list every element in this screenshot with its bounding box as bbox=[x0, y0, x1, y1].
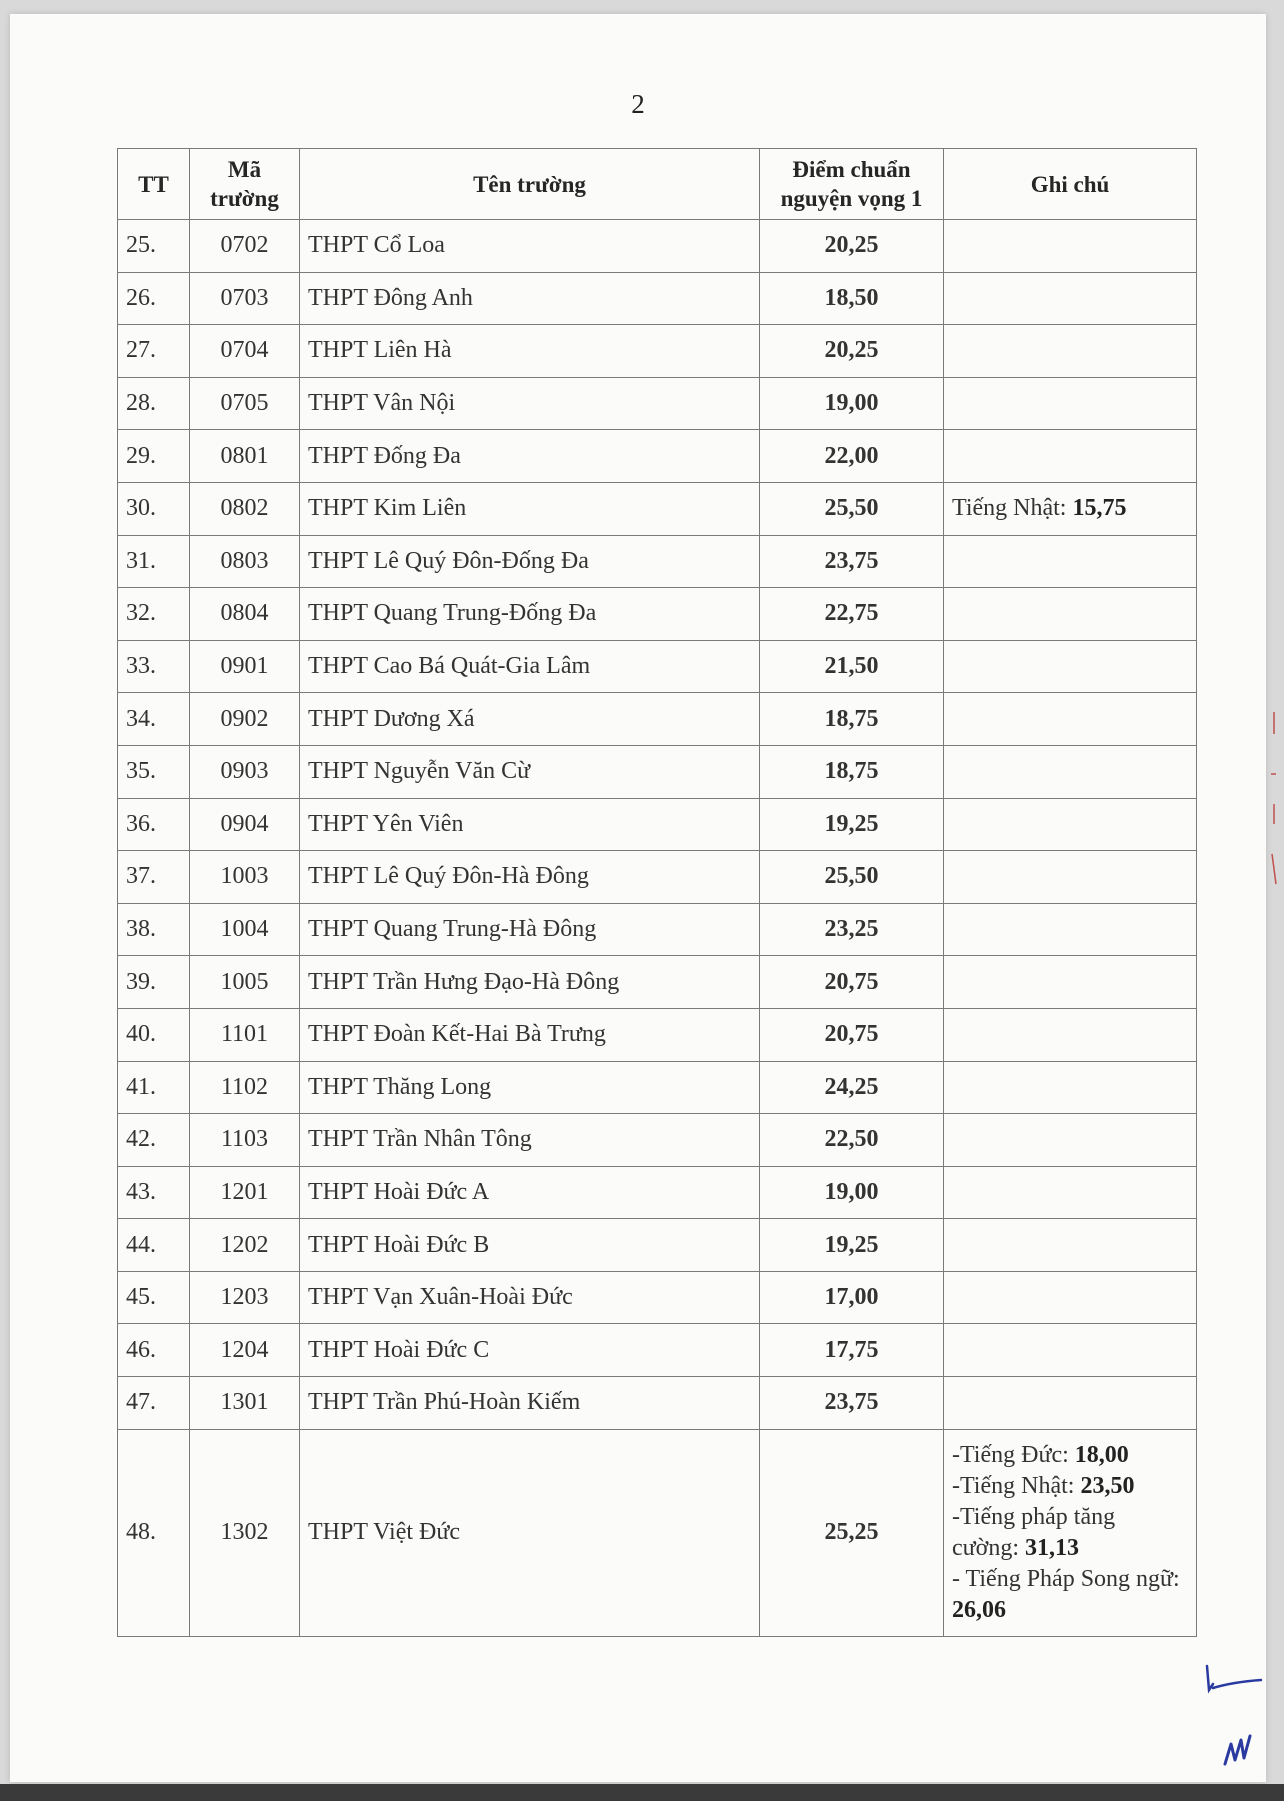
row-tt: 28. bbox=[118, 377, 190, 430]
row-score: 20,75 bbox=[760, 1008, 944, 1061]
row-note bbox=[944, 325, 1197, 378]
row-tt: 48. bbox=[118, 1429, 190, 1636]
row-tt: 45. bbox=[118, 1271, 190, 1324]
table-row bbox=[118, 956, 1197, 1009]
note-label: -Tiếng Nhật: bbox=[952, 1472, 1081, 1499]
row-tt: 25. bbox=[118, 220, 190, 273]
row-score: 23,25 bbox=[760, 903, 944, 956]
row-score: 19,25 bbox=[760, 798, 944, 851]
row-school-code: 0902 bbox=[190, 693, 300, 746]
row-score: 21,50 bbox=[760, 640, 944, 693]
row-score: 23,75 bbox=[760, 535, 944, 588]
row-tt: 29. bbox=[118, 430, 190, 483]
row-tt: 44. bbox=[118, 1219, 190, 1272]
row-note bbox=[944, 1429, 1197, 1636]
table-row bbox=[118, 220, 1197, 273]
row-tt: 34. bbox=[118, 693, 190, 746]
row-school-code: 1301 bbox=[190, 1377, 300, 1430]
row-score: 20,25 bbox=[760, 220, 944, 273]
row-score: 17,00 bbox=[760, 1271, 944, 1324]
row-school-code: 1204 bbox=[190, 1324, 300, 1377]
row-tt: 33. bbox=[118, 640, 190, 693]
row-note bbox=[944, 640, 1197, 693]
row-tt: 41. bbox=[118, 1061, 190, 1114]
row-school-code: 0704 bbox=[190, 325, 300, 378]
row-tt: 43. bbox=[118, 1166, 190, 1219]
table-row bbox=[118, 1271, 1197, 1324]
row-school-name: THPT Trần Phú-Hoàn Kiếm bbox=[300, 1377, 760, 1430]
row-school-name: THPT Nguyễn Văn Cừ bbox=[300, 745, 760, 798]
table-row bbox=[118, 588, 1197, 641]
scan-bottom-edge bbox=[0, 1784, 1284, 1801]
initials-signature-mark bbox=[1203, 1660, 1263, 1700]
note-value: 31,13 bbox=[1025, 1534, 1080, 1561]
row-score: 25,25 bbox=[760, 1429, 944, 1636]
row-note bbox=[944, 851, 1197, 904]
table-body bbox=[118, 220, 1197, 1637]
row-score: 23,75 bbox=[760, 1377, 944, 1430]
row-score: 22,00 bbox=[760, 430, 944, 483]
row-note bbox=[944, 1008, 1197, 1061]
row-note bbox=[944, 1061, 1197, 1114]
row-school-name: THPT Đống Đa bbox=[300, 430, 760, 483]
header-note: Ghi chú bbox=[944, 149, 1197, 220]
table-row bbox=[118, 798, 1197, 851]
row-school-name: THPT Kim Liên bbox=[300, 482, 760, 535]
row-score: 24,25 bbox=[760, 1061, 944, 1114]
row-school-name: THPT Trần Nhân Tông bbox=[300, 1114, 760, 1167]
row-school-code: 1203 bbox=[190, 1271, 300, 1324]
row-school-code: 1101 bbox=[190, 1008, 300, 1061]
table-row bbox=[118, 482, 1197, 535]
row-note bbox=[944, 588, 1197, 641]
table-row bbox=[118, 325, 1197, 378]
row-school-code: 0803 bbox=[190, 535, 300, 588]
row-note bbox=[944, 272, 1197, 325]
row-tt: 39. bbox=[118, 956, 190, 1009]
table-row bbox=[118, 430, 1197, 483]
note-value: 23,50 bbox=[1080, 1472, 1135, 1499]
page-number: 2 bbox=[631, 89, 645, 119]
row-score: 19,25 bbox=[760, 1219, 944, 1272]
row-note bbox=[944, 903, 1197, 956]
note-label: Tiếng Nhật: bbox=[952, 495, 1073, 522]
row-score: 18,50 bbox=[760, 272, 944, 325]
row-school-code: 1102 bbox=[190, 1061, 300, 1114]
row-score: 17,75 bbox=[760, 1324, 944, 1377]
row-school-name: THPT Lê Quý Đôn-Đống Đa bbox=[300, 535, 760, 588]
row-school-code: 0901 bbox=[190, 640, 300, 693]
second-signature-mark bbox=[1222, 1730, 1254, 1770]
row-school-name: THPT Hoài Đức C bbox=[300, 1324, 760, 1377]
row-score: 18,75 bbox=[760, 693, 944, 746]
row-note bbox=[944, 535, 1197, 588]
header-score-line2: nguyện vọng 1 bbox=[780, 186, 923, 211]
row-school-code: 0702 bbox=[190, 220, 300, 273]
row-school-name: THPT Quang Trung-Hà Đông bbox=[300, 903, 760, 956]
header-score bbox=[760, 149, 944, 220]
table-row bbox=[118, 745, 1197, 798]
row-school-code: 0903 bbox=[190, 745, 300, 798]
row-school-name: THPT Việt Đức bbox=[300, 1429, 760, 1636]
header-tt: TT bbox=[118, 149, 190, 220]
row-note bbox=[944, 1271, 1197, 1324]
note-value: 18,00 bbox=[1074, 1441, 1129, 1468]
row-school-code: 1202 bbox=[190, 1219, 300, 1272]
row-school-name: THPT Thăng Long bbox=[300, 1061, 760, 1114]
row-note bbox=[944, 798, 1197, 851]
row-tt: 38. bbox=[118, 903, 190, 956]
row-note bbox=[944, 745, 1197, 798]
table-row bbox=[118, 1166, 1197, 1219]
row-note bbox=[944, 1377, 1197, 1430]
note-line-2 bbox=[952, 1471, 1188, 1502]
table-row bbox=[118, 693, 1197, 746]
row-school-name: THPT Cao Bá Quát-Gia Lâm bbox=[300, 640, 760, 693]
row-note bbox=[944, 1219, 1197, 1272]
row-school-name: THPT Hoài Đức B bbox=[300, 1219, 760, 1272]
row-note bbox=[944, 377, 1197, 430]
row-note bbox=[944, 1324, 1197, 1377]
row-school-code: 1103 bbox=[190, 1114, 300, 1167]
row-tt: 35. bbox=[118, 745, 190, 798]
row-tt: 32. bbox=[118, 588, 190, 641]
document-page bbox=[10, 14, 1266, 1782]
table-row bbox=[118, 851, 1197, 904]
row-note bbox=[944, 956, 1197, 1009]
row-school-code: 0703 bbox=[190, 272, 300, 325]
row-score: 18,75 bbox=[760, 745, 944, 798]
row-tt: 37. bbox=[118, 851, 190, 904]
row-school-name: THPT Vạn Xuân-Hoài Đức bbox=[300, 1271, 760, 1324]
row-score: 20,75 bbox=[760, 956, 944, 1009]
row-school-name: THPT Dương Xá bbox=[300, 693, 760, 746]
row-school-code: 1201 bbox=[190, 1166, 300, 1219]
row-score: 22,75 bbox=[760, 588, 944, 641]
row-school-code: 1302 bbox=[190, 1429, 300, 1636]
edge-stamp-marks bbox=[1268, 704, 1278, 904]
row-school-code: 0705 bbox=[190, 377, 300, 430]
table-row bbox=[118, 1114, 1197, 1167]
table-row bbox=[118, 903, 1197, 956]
row-tt: 36. bbox=[118, 798, 190, 851]
header-school-name: Tên trường bbox=[300, 149, 760, 220]
note-line-4 bbox=[952, 1564, 1188, 1626]
table-header-row bbox=[118, 149, 1197, 220]
row-score: 20,25 bbox=[760, 325, 944, 378]
row-score: 22,50 bbox=[760, 1114, 944, 1167]
row-school-name: THPT Vân Nội bbox=[300, 377, 760, 430]
row-note bbox=[944, 693, 1197, 746]
row-school-name: THPT Trần Hưng Đạo-Hà Đông bbox=[300, 956, 760, 1009]
note-line-1 bbox=[952, 1440, 1188, 1471]
row-school-code: 1004 bbox=[190, 903, 300, 956]
table-row bbox=[118, 1324, 1197, 1377]
table-row bbox=[118, 1008, 1197, 1061]
note-value: 26,06 bbox=[952, 1596, 1006, 1623]
row-note bbox=[944, 1166, 1197, 1219]
row-score: 25,50 bbox=[760, 482, 944, 535]
row-tt: 47. bbox=[118, 1377, 190, 1430]
row-school-name: THPT Lê Quý Đôn-Hà Đông bbox=[300, 851, 760, 904]
row-school-code: 0802 bbox=[190, 482, 300, 535]
table-row bbox=[118, 272, 1197, 325]
row-tt: 42. bbox=[118, 1114, 190, 1167]
note-line-3 bbox=[952, 1502, 1188, 1564]
row-score: 25,50 bbox=[760, 851, 944, 904]
table-row bbox=[118, 1377, 1197, 1430]
header-school-code bbox=[190, 149, 300, 220]
row-school-name: THPT Quang Trung-Đống Đa bbox=[300, 588, 760, 641]
row-tt: 40. bbox=[118, 1008, 190, 1061]
table-row-48 bbox=[118, 1429, 1197, 1636]
table-row bbox=[118, 535, 1197, 588]
row-school-code: 1003 bbox=[190, 851, 300, 904]
row-school-code: 1005 bbox=[190, 956, 300, 1009]
header-code-line2: trường bbox=[210, 186, 279, 211]
row-score: 19,00 bbox=[760, 377, 944, 430]
note-label: -Tiếng Đức: bbox=[952, 1441, 1075, 1468]
row-tt: 31. bbox=[118, 535, 190, 588]
table-row bbox=[118, 1061, 1197, 1114]
row-school-name: THPT Đoàn Kết-Hai Bà Trưng bbox=[300, 1008, 760, 1061]
row-score: 19,00 bbox=[760, 1166, 944, 1219]
row-note bbox=[944, 482, 1197, 535]
table-row bbox=[118, 377, 1197, 430]
table-row bbox=[118, 640, 1197, 693]
row-tt: 26. bbox=[118, 272, 190, 325]
row-school-name: THPT Yên Viên bbox=[300, 798, 760, 851]
row-school-name: THPT Hoài Đức A bbox=[300, 1166, 760, 1219]
note-value: 15,75 bbox=[1072, 495, 1127, 522]
row-note bbox=[944, 1114, 1197, 1167]
row-tt: 27. bbox=[118, 325, 190, 378]
row-school-name: THPT Cổ Loa bbox=[300, 220, 760, 273]
row-note bbox=[944, 220, 1197, 273]
table-row bbox=[118, 1219, 1197, 1272]
row-school-code: 0801 bbox=[190, 430, 300, 483]
row-tt: 46. bbox=[118, 1324, 190, 1377]
header-score-line1: Điểm chuẩn bbox=[792, 157, 911, 182]
row-school-code: 0804 bbox=[190, 588, 300, 641]
row-school-name: THPT Đông Anh bbox=[300, 272, 760, 325]
header-code-line1: Mã bbox=[227, 157, 262, 182]
note-label: -Tiếng pháp tăng cường: bbox=[952, 1503, 1116, 1561]
admission-scores-table bbox=[117, 148, 1197, 1637]
row-school-name: THPT Liên Hà bbox=[300, 325, 760, 378]
row-school-code: 0904 bbox=[190, 798, 300, 851]
row-note bbox=[944, 430, 1197, 483]
note-label: - Tiếng Pháp Song ngữ: bbox=[952, 1565, 1180, 1592]
row-tt: 30. bbox=[118, 482, 190, 535]
